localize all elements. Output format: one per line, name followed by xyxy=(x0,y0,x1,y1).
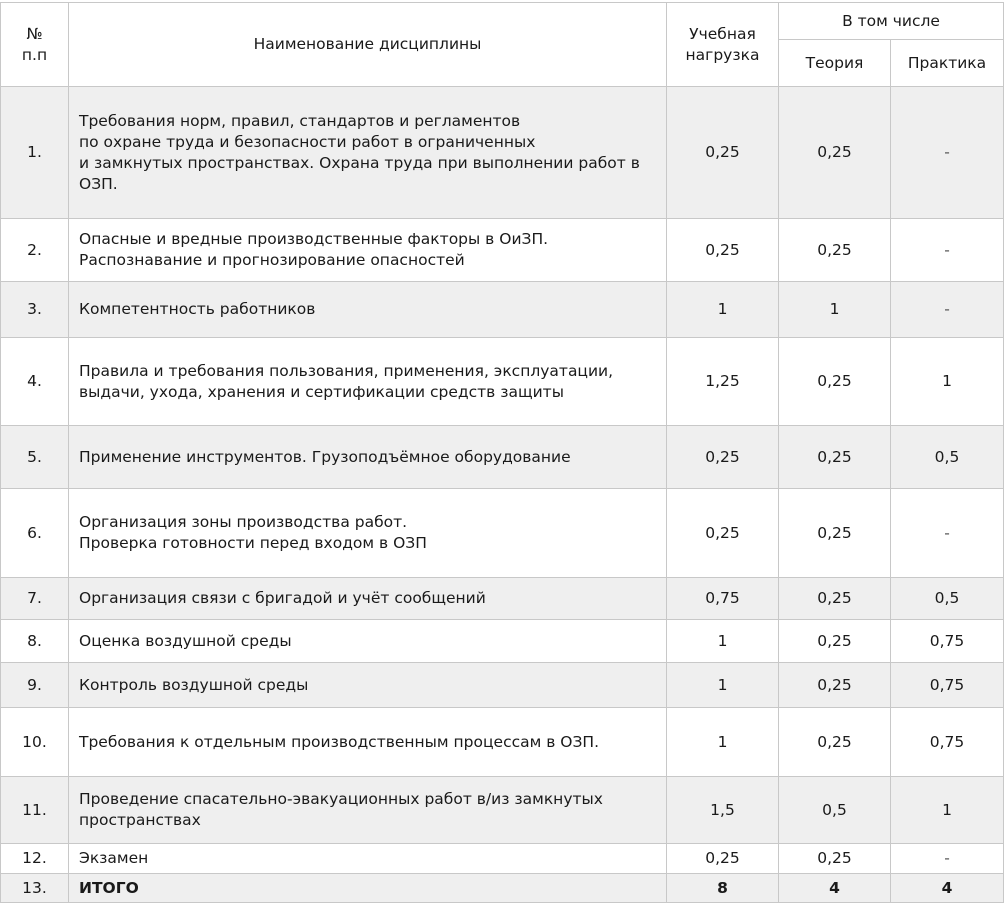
row-name-text: Контроль воздушной среды xyxy=(79,675,309,694)
table-row-total xyxy=(1,874,1004,903)
row-name xyxy=(69,578,667,620)
row-num: 10. xyxy=(1,708,69,777)
header-including: В том числе xyxy=(779,3,1004,40)
row-name-text: ИТОГО xyxy=(79,878,139,897)
row-practice: 1 xyxy=(891,777,1004,844)
row-load: 1 xyxy=(667,663,779,708)
row-theory: 0,5 xyxy=(779,777,891,844)
row-load: 0,25 xyxy=(667,219,779,282)
table-row xyxy=(1,426,1004,489)
table-row xyxy=(1,708,1004,777)
row-name-text: Требования норм, правил, стандартов и регламентов по охране труда и безопасности работ в ограниченных и замкнутых пространствах. Охрана труда при выполнении работ в ОЗП. xyxy=(79,111,640,193)
row-load: 1,25 xyxy=(667,338,779,426)
row-theory: 0,25 xyxy=(779,578,891,620)
row-practice: 0,75 xyxy=(891,620,1004,663)
header-theory: Теория xyxy=(779,40,891,87)
row-load: 1 xyxy=(667,620,779,663)
row-load: 0,25 xyxy=(667,844,779,874)
row-name xyxy=(69,87,667,219)
row-num: 11. xyxy=(1,777,69,844)
row-name-text: Экзамен xyxy=(79,849,149,867)
row-practice: - xyxy=(891,219,1004,282)
row-practice: - xyxy=(891,489,1004,578)
header-num xyxy=(1,3,69,87)
row-theory: 0,25 xyxy=(779,708,891,777)
table-row xyxy=(1,338,1004,426)
row-name-text: Оценка воздушной среды xyxy=(79,631,292,650)
row-load: 0,25 xyxy=(667,426,779,489)
row-num: 5. xyxy=(1,426,69,489)
row-load: 1 xyxy=(667,708,779,777)
row-num: 1. xyxy=(1,87,69,219)
row-name-text: Организация зоны производства работ. Проверка готовности перед входом в ОЗП xyxy=(79,513,427,552)
row-num: 13. xyxy=(1,874,69,903)
row-name-text: Требования к отдельным производственным процессам в ОЗП. xyxy=(79,732,600,751)
row-load: 1 xyxy=(667,282,779,338)
row-name xyxy=(69,874,667,903)
header-name: Наименование дисциплины xyxy=(69,3,667,87)
table-row xyxy=(1,620,1004,663)
row-theory: 1 xyxy=(779,282,891,338)
row-name xyxy=(69,663,667,708)
row-name xyxy=(69,708,667,777)
row-name xyxy=(69,620,667,663)
table-row xyxy=(1,663,1004,708)
row-theory: 0,25 xyxy=(779,338,891,426)
table-row xyxy=(1,87,1004,219)
header-num-label: № п.п xyxy=(21,24,48,64)
header-practice: Практика xyxy=(891,40,1004,87)
row-name-text: Применение инструментов. Грузоподъёмное оборудование xyxy=(79,447,571,466)
table-row xyxy=(1,578,1004,620)
table-row xyxy=(1,844,1004,874)
row-name-text: Опасные и вредные производственные факторы в ОиЗП. Распознавание и прогнозирование опасностей xyxy=(79,230,549,269)
row-name xyxy=(69,844,667,874)
row-name xyxy=(69,338,667,426)
row-theory: 0,25 xyxy=(779,620,891,663)
row-practice: 0,75 xyxy=(891,708,1004,777)
row-num: 2. xyxy=(1,219,69,282)
row-theory: 0,25 xyxy=(779,87,891,219)
row-practice: - xyxy=(891,844,1004,874)
row-practice: 1 xyxy=(891,338,1004,426)
row-practice: 0,75 xyxy=(891,663,1004,708)
row-name xyxy=(69,489,667,578)
table-row xyxy=(1,219,1004,282)
row-theory: 0,25 xyxy=(779,219,891,282)
row-num: 7. xyxy=(1,578,69,620)
table-row xyxy=(1,777,1004,844)
header-load: Учебная нагрузка xyxy=(667,3,779,87)
row-name xyxy=(69,219,667,282)
row-load: 1,5 xyxy=(667,777,779,844)
table-row xyxy=(1,489,1004,578)
row-theory: 0,25 xyxy=(779,489,891,578)
row-load: 0,75 xyxy=(667,578,779,620)
row-practice: - xyxy=(891,87,1004,219)
row-num: 8. xyxy=(1,620,69,663)
row-practice: 4 xyxy=(891,874,1004,903)
row-name-text: Компетентность работников xyxy=(79,300,316,318)
row-name-text: Проведение спасательно-эвакуационных работ в/из замкнутых пространствах xyxy=(79,790,603,829)
row-load: 0,25 xyxy=(667,489,779,578)
row-name xyxy=(69,426,667,489)
row-theory: 0,25 xyxy=(779,663,891,708)
row-load: 0,25 xyxy=(667,87,779,219)
row-num: 6. xyxy=(1,489,69,578)
row-name xyxy=(69,777,667,844)
row-load: 8 xyxy=(667,874,779,903)
row-name-text: Организация связи с бригадой и учёт сообщений xyxy=(79,589,486,607)
row-name-text: Правила и требования пользования, применения, эксплуатации, выдачи, ухода, хранения и сертификации средств защиты xyxy=(79,361,614,401)
row-theory: 0,25 xyxy=(779,844,891,874)
row-practice: 0,5 xyxy=(891,426,1004,489)
row-practice: 0,5 xyxy=(891,578,1004,620)
row-theory: 4 xyxy=(779,874,891,903)
row-num: 9. xyxy=(1,663,69,708)
curriculum-table xyxy=(0,2,1004,903)
row-num: 3. xyxy=(1,282,69,338)
row-practice: - xyxy=(891,282,1004,338)
table-row xyxy=(1,282,1004,338)
row-theory: 0,25 xyxy=(779,426,891,489)
row-num: 4. xyxy=(1,338,69,426)
row-num: 12. xyxy=(1,844,69,874)
row-name xyxy=(69,282,667,338)
